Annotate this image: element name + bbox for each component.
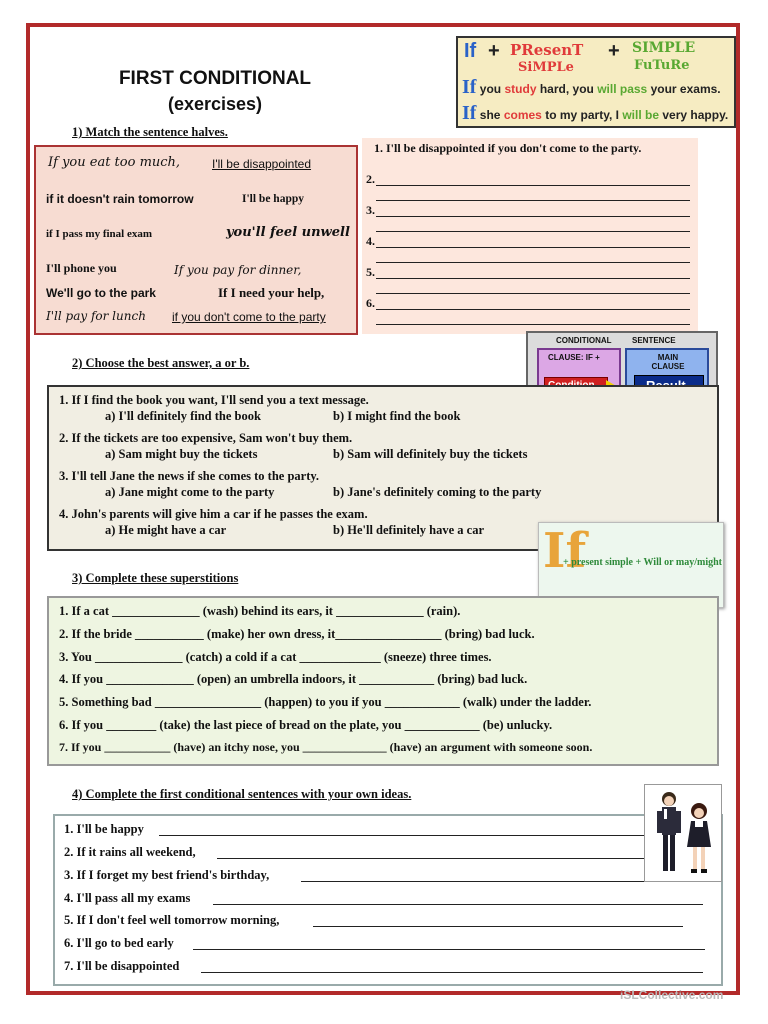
question-text: 4. John's parents will give him a car if he passes the exam.: [59, 507, 368, 521]
exercise-line[interactable]: 2. If the bride ___________ (make) her own dress, it_________________ (bring) bad luck.: [59, 627, 535, 641]
match-box: [34, 145, 358, 335]
page-title: FIRST CONDITIONAL: [118, 68, 312, 89]
exercise-line[interactable]: 4. If you ______________ (open) an umbrella indoors, it ____________ (bring) bad luck.: [59, 672, 528, 686]
conditional-diagram: CONDITIONAL SENTENCE CLAUSE: IF + MAIN CLAUSE: [526, 331, 718, 411]
prompt-line: 2. If it rains all weekend,: [64, 845, 196, 859]
answer-line: 6.: [366, 296, 375, 310]
answer-line: 5.: [366, 265, 375, 279]
banner-if: If: [464, 40, 477, 62]
option-a[interactable]: a) He might have a car: [105, 523, 227, 537]
match-item: I'll phone you: [46, 261, 117, 275]
exercise-line[interactable]: 3. You ______________ (catch) a cold if a cat _____________ (sneeze) three times.: [59, 650, 492, 664]
banner-future: FuTuRe: [634, 58, 690, 73]
answer-line: 1. I'll be disappointed if you don't come to the party.: [374, 141, 642, 155]
option-b[interactable]: b) I might find the book: [333, 409, 461, 423]
banner-plus-1: +: [488, 40, 500, 62]
match-answer-box: [362, 138, 698, 334]
banner-example-2: If she comes to my party, I will be very happy.: [462, 102, 729, 124]
match-item: I'll be disappointed: [212, 157, 312, 171]
match-item: If you pay for dinner,: [174, 263, 302, 277]
grammar-banner: [456, 36, 736, 128]
watermark: iSLCollective.com: [620, 988, 724, 1002]
option-b[interactable]: b) He'll definitely have a car: [333, 523, 485, 537]
banner-example-1: If you study hard, you will pass your exams.: [462, 76, 721, 98]
prompt-line: 4. I'll pass all my exams: [64, 891, 191, 905]
formula-if: If: [543, 523, 587, 579]
banner-plus-2: +: [608, 40, 620, 62]
match-item: if it doesn't rain tomorrow: [46, 192, 194, 206]
banner-simple-1: SiMPLe: [518, 60, 574, 75]
option-a[interactable]: a) I'll definitely find the book: [105, 409, 261, 423]
option-b[interactable]: b) Jane's definitely coming to the party: [333, 485, 542, 499]
prompt-line: 3. If I forget my best friend's birthday,: [64, 868, 270, 882]
option-a[interactable]: a) Jane might come to the party: [105, 485, 275, 499]
exercise-line[interactable]: 5. Something bad _________________ (happen) to you if you ____________ (walk) under the ladder.: [59, 695, 592, 709]
prompt-line: 5. If I don't feel well tomorrow morning,: [64, 913, 280, 927]
banner-simple-2: SIMPLE: [632, 40, 696, 56]
exercise-line[interactable]: 7. If you ___________ (have) an itchy nose, you ______________ (have) an argument with someone soon.: [59, 740, 593, 754]
banner-present: PResenT: [510, 41, 584, 59]
option-b[interactable]: b) Sam will definitely buy the tickets: [333, 447, 528, 461]
section1-heading: 1) Match the sentence halves.: [72, 125, 228, 139]
match-item: if you don't come to the party: [172, 310, 326, 324]
match-item: I'll pay for lunch: [46, 309, 146, 323]
own-ideas-box: [53, 814, 723, 986]
page-subtitle: (exercises): [167, 94, 263, 114]
prompt-line: 7. I'll be disappointed: [64, 959, 180, 973]
match-item: We'll go to the park: [46, 286, 156, 300]
match-item: If you eat too much,: [48, 155, 181, 170]
match-item: you'll feel unwell: [226, 225, 350, 240]
answer-line: 4.: [366, 234, 375, 248]
exercise-line[interactable]: 1. If a cat ______________ (wash) behind its ears, it ______________ (rain).: [59, 604, 461, 618]
answer-line: 3.: [366, 203, 375, 217]
formula-text: + present simple + Will or may/might: [563, 557, 722, 568]
question-text: 1. If I find the book you want, I'll send you a text message.: [59, 393, 369, 407]
section4-heading: 4) Complete the first conditional sentences with your own ideas.: [72, 787, 412, 801]
prompt-line: 1. I'll be happy: [64, 822, 144, 836]
superstitions-box: [47, 596, 719, 766]
exercise-line[interactable]: 6. If you ________ (take) the last piece of bread on the plate, you ____________ (be) unlucky.: [59, 718, 553, 732]
match-item: If I need your help,: [218, 285, 325, 300]
answer-line: 2.: [366, 172, 375, 186]
match-item: if I pass my final exam: [46, 228, 153, 240]
prompt-line: 6. I'll go to bed early: [64, 936, 174, 950]
option-a[interactable]: a) Sam might buy the tickets: [105, 447, 258, 461]
students-image: [644, 784, 722, 882]
section2-heading: 2) Choose the best answer, a or b.: [72, 356, 250, 370]
section3-heading: 3) Complete these superstitions: [72, 571, 239, 585]
question-text: 3. I'll tell Jane the news if she comes to the party.: [59, 469, 320, 483]
question-text: 2. If the tickets are too expensive, Sam won't buy them.: [59, 431, 353, 445]
match-item: I'll be happy: [242, 193, 304, 205]
